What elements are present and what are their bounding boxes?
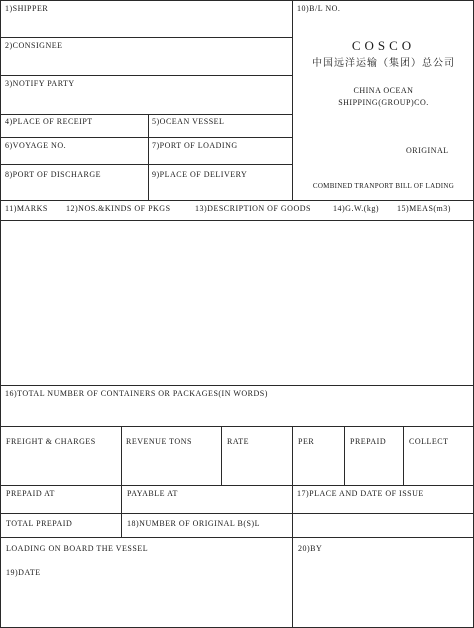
bottom-col-2: [292, 485, 293, 628]
doc-type-label: COMBINED TRANPORT BILL OF LADING: [312, 182, 455, 190]
carrier-name-cn: 中国远洋运输（集团）总公司: [312, 58, 455, 69]
freight-col-2: [221, 426, 222, 485]
rate-label: RATE: [227, 437, 249, 446]
place-of-delivery-label: 9)PLACE OF DELIVERY: [152, 170, 248, 179]
border-left: [0, 0, 1, 628]
total-number-label: 16)TOTAL NUMBER OF CONTAINERS OR PACKAGES(IN WORDS): [5, 389, 268, 398]
payable-at-label: PAYABLE AT: [127, 489, 178, 498]
date-label: 19)DATE: [6, 568, 41, 577]
port-of-discharge-label: 8)PORT OF DISCHARGE: [5, 170, 101, 179]
line-voyage: [0, 164, 292, 165]
loading-on-board-label: LOADING ON BOARD THE VESSEL: [6, 544, 149, 553]
line-loading-top: [0, 537, 474, 538]
line-consignee: [0, 75, 292, 76]
freight-col-5: [403, 426, 404, 485]
per-label: PER: [298, 437, 315, 446]
original-label: ORIGINAL: [406, 146, 449, 155]
place-date-issue-label: 17)PLACE AND DATE OF ISSUE: [297, 489, 424, 498]
gw-header: 14)G.W.(kg): [333, 204, 380, 213]
place-of-receipt-label: 4)PLACE OF RECEIPT: [5, 117, 93, 126]
line-total-top: [0, 385, 474, 386]
header-mid-divider: [148, 114, 149, 200]
port-of-loading-label: 7)PORT OF LOADING: [152, 141, 238, 150]
prepaid-at-label: PREPAID AT: [6, 489, 55, 498]
line-receipt: [0, 137, 292, 138]
line-notify: [0, 114, 292, 115]
collect-label: COLLECT: [409, 437, 449, 446]
carrier-line-2: SHIPPING(GROUP)CO.: [338, 98, 429, 107]
consignee-label: 2)CONSIGNEE: [5, 41, 63, 50]
carrier-line-1: CHINA OCEAN: [353, 86, 414, 95]
description-header: 13)DESCRIPTION OF GOODS: [195, 204, 311, 213]
prepaid-label: PREPAID: [350, 437, 387, 446]
line-prepaid-top: [0, 485, 474, 486]
freight-charges-label: FREIGHT & CHARGES: [6, 437, 96, 446]
total-prepaid-label: TOTAL PREPAID: [6, 519, 73, 528]
by-label: 20)BY: [298, 544, 323, 553]
voyage-no-label: 6)VOYAGE NO.: [5, 141, 67, 150]
freight-col-3: [292, 426, 293, 485]
line-total-prepaid-top: [0, 513, 474, 514]
freight-col-4: [344, 426, 345, 485]
bottom-col-1: [121, 485, 122, 537]
line-columns-bottom: [0, 220, 474, 221]
line-columns-top: [0, 200, 474, 201]
freight-col-1: [121, 426, 122, 485]
number-original-label: 18)NUMBER OF ORIGINAL B(S)L: [127, 519, 260, 528]
nos-kinds-header: 12)NOS.&KINDS OF PKGS: [66, 204, 171, 213]
line-shipper: [0, 37, 292, 38]
ocean-vessel-label: 5)OCEAN VESSEL: [152, 117, 225, 126]
notify-party-label: 3)NOTIFY PARTY: [5, 79, 75, 88]
border-top: [0, 0, 474, 1]
revenue-tons-label: REVENUE TONS: [126, 437, 192, 446]
meas-header: 15)MEAS(m3): [397, 204, 451, 213]
marks-header: 11)MARKS: [5, 204, 48, 213]
carrier-name: COSCO: [351, 38, 416, 53]
bl-no-label: 10)B/L NO.: [297, 4, 341, 13]
shipper-label: 1)SHIPPER: [5, 4, 49, 13]
